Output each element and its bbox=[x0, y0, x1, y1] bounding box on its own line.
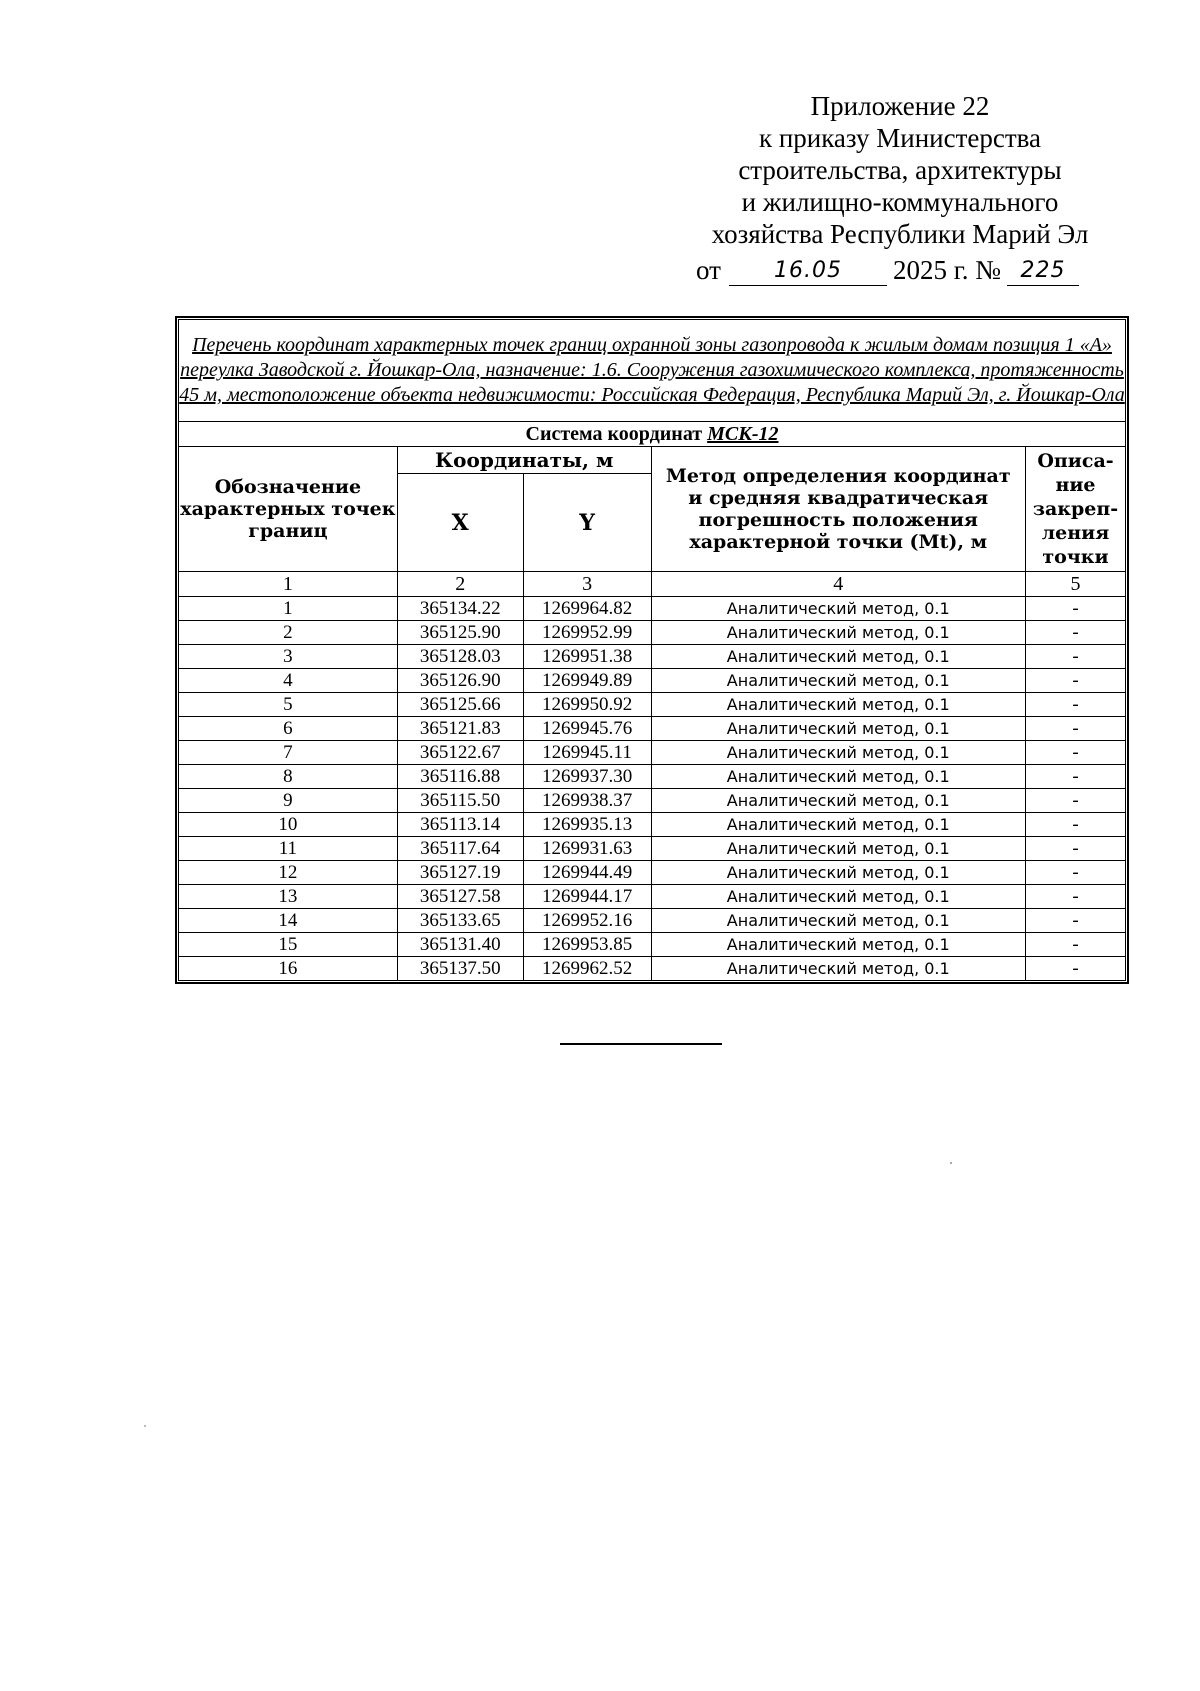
table-row bbox=[179, 789, 1126, 813]
y-cell: 1269952.16 bbox=[523, 909, 651, 933]
y-cell: 1269964.82 bbox=[523, 597, 651, 621]
table-row bbox=[179, 669, 1126, 693]
description-cell: - bbox=[1025, 813, 1125, 837]
x-cell: 365116.88 bbox=[397, 765, 523, 789]
method-cell: Аналитический метод, 0.1 bbox=[651, 885, 1025, 909]
handwritten-date: 16.05 bbox=[729, 257, 887, 286]
description-cell: - bbox=[1025, 741, 1125, 765]
x-cell: 365128.03 bbox=[397, 645, 523, 669]
description-cell: - bbox=[1025, 669, 1125, 693]
description-cell: - bbox=[1025, 693, 1125, 717]
point-cell: 2 bbox=[179, 621, 398, 645]
table-row bbox=[179, 861, 1126, 885]
x-cell: 365126.90 bbox=[397, 669, 523, 693]
column-number: 1 bbox=[179, 572, 398, 597]
method-cell: Аналитический метод, 0.1 bbox=[651, 957, 1025, 981]
y-cell: 1269937.30 bbox=[523, 765, 651, 789]
y-cell: 1269949.89 bbox=[523, 669, 651, 693]
y-cell: 1269945.11 bbox=[523, 741, 651, 765]
column-number: 2 bbox=[397, 572, 523, 597]
y-cell: 1269953.85 bbox=[523, 933, 651, 957]
point-cell: 5 bbox=[179, 693, 398, 717]
column-number: 3 bbox=[523, 572, 651, 597]
method-cell: Аналитический метод, 0.1 bbox=[651, 813, 1025, 837]
table-row bbox=[179, 597, 1126, 621]
point-cell: 11 bbox=[179, 837, 398, 861]
point-cell: 14 bbox=[179, 909, 398, 933]
description-cell: - bbox=[1025, 957, 1125, 981]
header-method: Метод определения координат и средняя квадратическая погрешность положения характерной точки (Mt), м bbox=[651, 447, 1025, 572]
point-cell: 7 bbox=[179, 741, 398, 765]
x-cell: 365127.19 bbox=[397, 861, 523, 885]
y-cell: 1269950.92 bbox=[523, 693, 651, 717]
point-cell: 15 bbox=[179, 933, 398, 957]
appendix-line: к приказу Министерства bbox=[758, 123, 1042, 153]
coordinate-system bbox=[179, 422, 1126, 447]
table-row bbox=[179, 621, 1126, 645]
method-cell: Аналитический метод, 0.1 bbox=[651, 717, 1025, 741]
method-cell: Аналитический метод, 0.1 bbox=[651, 861, 1025, 885]
x-cell: 365117.64 bbox=[397, 837, 523, 861]
x-cell: 365137.50 bbox=[397, 957, 523, 981]
end-divider bbox=[560, 1043, 722, 1045]
table-row bbox=[179, 933, 1126, 957]
header-x: X bbox=[397, 474, 523, 572]
appendix-header bbox=[690, 90, 1110, 250]
scan-speck bbox=[950, 1162, 952, 1164]
column-number: 4 bbox=[651, 572, 1025, 597]
point-cell: 4 bbox=[179, 669, 398, 693]
x-cell: 365125.90 bbox=[397, 621, 523, 645]
point-cell: 3 bbox=[179, 645, 398, 669]
y-cell: 1269938.37 bbox=[523, 789, 651, 813]
table-row bbox=[179, 741, 1126, 765]
y-cell: 1269945.76 bbox=[523, 717, 651, 741]
description-cell: - bbox=[1025, 597, 1125, 621]
header-description: Описа-ние закреп-ления точки bbox=[1025, 447, 1125, 572]
scan-speck bbox=[144, 1425, 146, 1427]
point-cell: 12 bbox=[179, 861, 398, 885]
header-coords: Координаты, м bbox=[397, 447, 651, 474]
x-cell: 365133.65 bbox=[397, 909, 523, 933]
x-cell: 365134.22 bbox=[397, 597, 523, 621]
description-cell: - bbox=[1025, 885, 1125, 909]
y-cell: 1269931.63 bbox=[523, 837, 651, 861]
method-cell: Аналитический метод, 0.1 bbox=[651, 645, 1025, 669]
method-cell: Аналитический метод, 0.1 bbox=[651, 621, 1025, 645]
table-row bbox=[179, 717, 1126, 741]
method-cell: Аналитический метод, 0.1 bbox=[651, 669, 1025, 693]
method-cell: Аналитический метод, 0.1 bbox=[651, 741, 1025, 765]
header-y: Y bbox=[523, 474, 651, 572]
x-cell: 365122.67 bbox=[397, 741, 523, 765]
column-number: 5 bbox=[1025, 572, 1125, 597]
x-cell: 365121.83 bbox=[397, 717, 523, 741]
coordinate-system-label: Система координат bbox=[525, 423, 703, 445]
table-row bbox=[179, 693, 1126, 717]
method-cell: Аналитический метод, 0.1 bbox=[651, 597, 1025, 621]
method-cell: Аналитический метод, 0.1 bbox=[651, 909, 1025, 933]
x-cell: 365113.14 bbox=[397, 813, 523, 837]
description-cell: - bbox=[1025, 837, 1125, 861]
table-row bbox=[179, 957, 1126, 981]
table-row bbox=[179, 813, 1126, 837]
table-row bbox=[179, 885, 1126, 909]
order-prefix: от bbox=[696, 255, 721, 285]
table-row bbox=[179, 765, 1126, 789]
x-cell: 365131.40 bbox=[397, 933, 523, 957]
table-row bbox=[179, 909, 1126, 933]
point-cell: 16 bbox=[179, 957, 398, 981]
point-cell: 8 bbox=[179, 765, 398, 789]
coordinate-system-name: МСК-12 bbox=[707, 423, 779, 445]
y-cell: 1269944.49 bbox=[523, 861, 651, 885]
method-cell: Аналитический метод, 0.1 bbox=[651, 765, 1025, 789]
table-title: Перечень координат характерных точек границ охранной зоны газопровода к жилым домам позиция 1 «А» переулка Заводской г. Йошкар-Ола, назначение: 1.6. Сооружения газохимического комплекса, протяженность 45 м, местоположение объекта недвижимости: Российская Федерация, Республика Марий Эл, г. Йошкар-Ола bbox=[179, 320, 1126, 422]
x-cell: 365127.58 bbox=[397, 885, 523, 909]
appendix-line: хозяйства Республики Марий Эл bbox=[711, 219, 1089, 249]
description-cell: - bbox=[1025, 909, 1125, 933]
order-date-line bbox=[696, 254, 1079, 286]
y-cell: 1269935.13 bbox=[523, 813, 651, 837]
description-cell: - bbox=[1025, 717, 1125, 741]
table-row bbox=[179, 837, 1126, 861]
description-cell: - bbox=[1025, 621, 1125, 645]
method-cell: Аналитический метод, 0.1 bbox=[651, 693, 1025, 717]
method-cell: Аналитический метод, 0.1 bbox=[651, 789, 1025, 813]
method-cell: Аналитический метод, 0.1 bbox=[651, 933, 1025, 957]
method-cell: Аналитический метод, 0.1 bbox=[651, 837, 1025, 861]
description-cell: - bbox=[1025, 861, 1125, 885]
description-cell: - bbox=[1025, 933, 1125, 957]
description-cell: - bbox=[1025, 765, 1125, 789]
description-cell: - bbox=[1025, 645, 1125, 669]
point-cell: 10 bbox=[179, 813, 398, 837]
x-cell: 365125.66 bbox=[397, 693, 523, 717]
coordinates-table bbox=[178, 319, 1126, 981]
point-cell: 13 bbox=[179, 885, 398, 909]
order-year-text: 2025 г. № bbox=[892, 255, 1001, 285]
x-cell: 365115.50 bbox=[397, 789, 523, 813]
point-cell: 1 bbox=[179, 597, 398, 621]
header-point: Обозначение характерных точек границ bbox=[179, 447, 398, 572]
appendix-line: Приложение 22 bbox=[810, 91, 990, 121]
description-cell: - bbox=[1025, 789, 1125, 813]
appendix-line: строительства, архитектуры bbox=[738, 155, 1062, 185]
y-cell: 1269962.52 bbox=[523, 957, 651, 981]
point-cell: 6 bbox=[179, 717, 398, 741]
appendix-line: и жилищно-коммунального bbox=[741, 187, 1059, 217]
handwritten-order-number: 225 bbox=[1007, 257, 1079, 286]
y-cell: 1269952.99 bbox=[523, 621, 651, 645]
table-row bbox=[179, 645, 1126, 669]
y-cell: 1269951.38 bbox=[523, 645, 651, 669]
y-cell: 1269944.17 bbox=[523, 885, 651, 909]
point-cell: 9 bbox=[179, 789, 398, 813]
table-body bbox=[179, 597, 1126, 981]
